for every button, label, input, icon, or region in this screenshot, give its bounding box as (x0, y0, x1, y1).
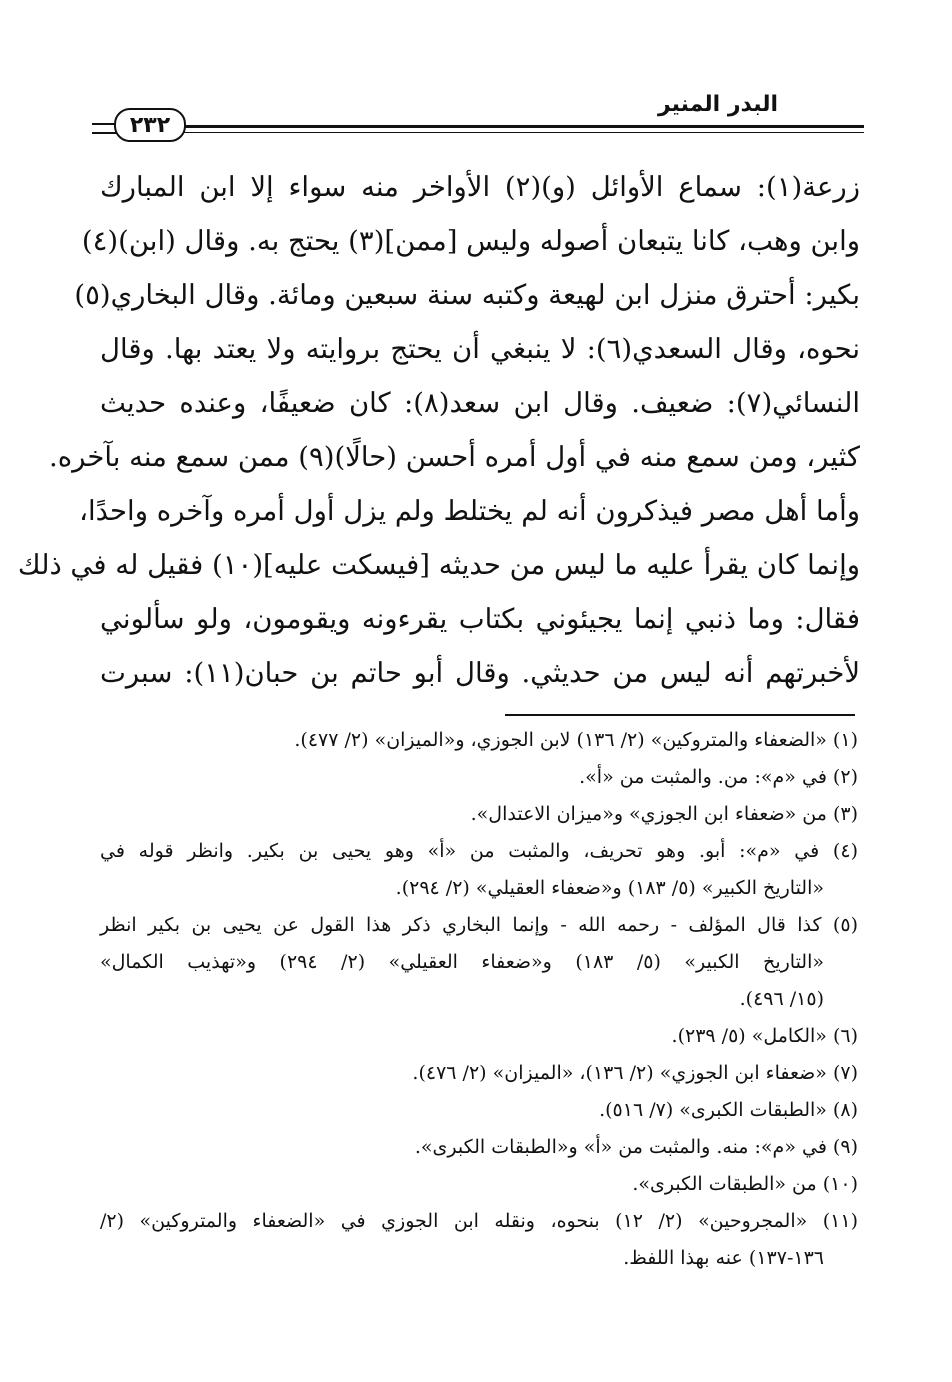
text-line: النسائي(٧): ضعيف. وقال ابن سعد(٨): كان ضعيفًا، وعنده حديث (100, 387, 860, 419)
page-header (92, 92, 864, 152)
footnote-line: (١٠) من «الطبقات الكبرى». (632, 1173, 858, 1195)
footnote-line: (١١) «المجروحين» (٢/ ١٢) بنحوه، ونقله ابن الجوزي في «الضعفاء والمتروكين» (٢/ (100, 1210, 858, 1232)
footnote-line: «التاريخ الكبير» (٥/ ١٨٣) و«ضعفاء العقيلي» (٢/ ٢٩٤). (395, 877, 824, 899)
footnote-5 (100, 907, 858, 1018)
footnote-10 (100, 1166, 858, 1203)
text-line: وابن وهب، كانا يتبعان أصوله وليس [ممن](٣) يحتج به. وقال (ابن)(٤) (81, 225, 860, 257)
footnote-11 (100, 1203, 858, 1277)
text-line: بكير: أحترق منزل ابن لهيعة وكتبه سنة سبعين ومائة. وقال البخاري(٥) (74, 279, 860, 311)
footnote-line: (٧) «ضعفاء ابن الجوزي» (٢/ ١٣٦)، «الميزان» (٢/ ٤٧٦). (412, 1062, 858, 1084)
text-line: وإنما كان يقرأ عليه ما ليس من حديثه [فيسكت عليه](١٠) فقيل له في ذلك (17, 549, 860, 581)
footnote-line: (٨) «الطبقات الكبرى» (٧/ ٥١٦). (599, 1099, 858, 1121)
footnotes (100, 722, 858, 1277)
text-line: لأخبرتهم أنه ليس من حديثي. وقال أبو حاتم بن حبان(١١): سبرت (100, 657, 860, 689)
text-line: نحوه، وقال السعدي(٦): لا ينبغي أن يحتج بروايته ولا يعتد بها. وقال (100, 333, 860, 365)
text-line: زرعة(١): سماع الأوائل (و)(٢) الأواخر منه سواء إلا ابن المبارك (100, 171, 860, 203)
footnote-4 (100, 833, 858, 907)
footnote-1 (100, 722, 858, 759)
footnote-9 (100, 1129, 858, 1166)
main-text (17, 160, 860, 700)
text-line: فقال: وما ذنبي إنما يجيئوني بكتاب يقرءونه ويقومون، ولو سألوني (100, 603, 860, 635)
header-rule-left (92, 132, 116, 134)
header-rule (180, 125, 864, 128)
footnote-line: (٢) في «م»: من. والمثبت من «أ». (579, 766, 858, 788)
footnote-line: ١٣٦-١٣٧) عنه بهذا اللفظ. (623, 1247, 824, 1269)
footnote-8 (100, 1092, 858, 1129)
footnote-line: (٩) في «م»: منه. والمثبت من «أ» و«الطبقات الكبرى». (414, 1136, 858, 1158)
footnote-line: (٣) من «ضعفاء ابن الجوزي» و«ميزان الاعتدال». (470, 803, 858, 825)
footnote-3 (100, 796, 858, 833)
text-line: كثير، ومن سمع منه في أول أمره أحسن (حالًا)(٩) ممن سمع منه بآخره. (49, 441, 860, 473)
footnote-line: (٤) في «م»: أبو. وهو تحريف، والمثبت من «أ» وهو يحيى بن بكير. وانظر قوله في (100, 840, 858, 862)
footnote-line: (١) «الضعفاء والمتروكين» (٢/ ١٣٦) لابن الجوزي، و«الميزان» (٢/ ٤٧٧). (294, 729, 858, 751)
footnote-line: (١٥/ ٤٩٦). (739, 988, 824, 1010)
header-rule (180, 132, 864, 133)
footnote-line: (٦) «الكامل» (٥/ ٢٣٩). (671, 1025, 858, 1047)
page-number: ٢٣٢ (114, 108, 186, 142)
footnote-line: (٥) كذا قال المؤلف - رحمه الله - وإنما البخاري ذكر هذا القول عن يحيى بن بكير انظر (100, 914, 858, 936)
footnote-7 (100, 1055, 858, 1092)
footnote-line: «التاريخ الكبير» (٥/ ١٨٣) و«ضعفاء العقيلي» (٢/ ٢٩٤) و«تهذيب الكمال» (100, 951, 824, 973)
footnote-6 (100, 1018, 858, 1055)
footnote-2 (100, 759, 858, 796)
footnote-separator (505, 714, 855, 716)
text-line: وأما أهل مصر فيذكرون أنه لم يختلط ولم يزل أول أمره وآخره واحدًا، (79, 495, 860, 527)
header-rule-left (92, 123, 116, 125)
running-title: البدر المنير (657, 92, 778, 117)
